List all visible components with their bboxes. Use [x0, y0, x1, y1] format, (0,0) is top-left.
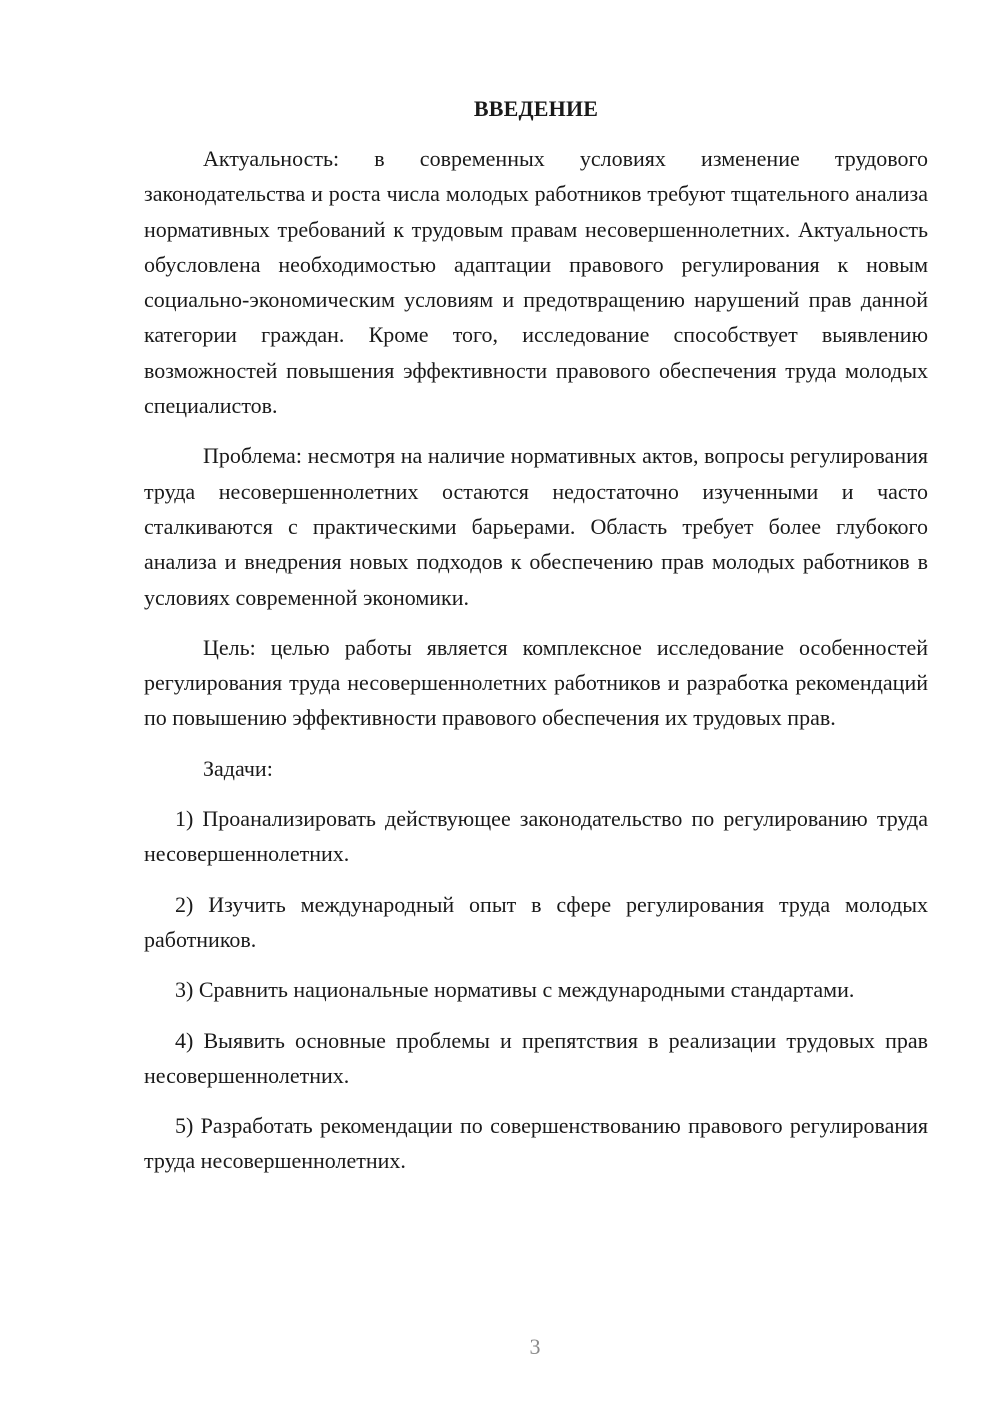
task-item-1: 1) Проанализировать действующее законодательство по регулированию труда несовершеннолетних.	[144, 806, 928, 867]
goal-paragraph: Цель: целью работы является комплексное исследование особенностей регулирования труда несовершеннолетних работников и разработка рекомендаций по повышению эффективности правового обеспечения их трудовых прав.	[144, 634, 928, 731]
page-number: 3	[529, 1334, 541, 1359]
task-item-4: 4) Выявить основные проблемы и препятствия в реализации трудовых прав несовершеннолетних.	[144, 1027, 928, 1088]
tasks-label: Задачи:	[203, 755, 273, 781]
task-item-3: 3) Сравнить национальные нормативы с международными стандартами.	[175, 977, 855, 1003]
relevance-paragraph: Актуальность: в современных условиях изменение трудового законодательства и роста числа молодых работников требуют тщательного анализа нормативных требований к трудовым правам несовершеннолетних. Актуальность обусловлена необходимостью адаптации правового регулирования к новым социально-экономическим условиям и предотвращению нарушений прав данной категории граждан. Кроме того, исследование способствует выявлению возможностей повышения эффективности правового обеспечения труда молодых специалистов.	[144, 146, 928, 419]
section-heading: ВВЕДЕНИЕ	[473, 96, 599, 121]
task-item-2: 2) Изучить международный опыт в сфере регулирования труда молодых работников.	[144, 891, 928, 952]
problem-paragraph: Проблема: несмотря на наличие нормативных актов, вопросы регулирования труда несовершеннолетних остаются недостаточно изученными и часто сталкиваются с практическими барьерами. Область требует более глубокого анализа и внедрения новых подходов к обеспечению прав молодых работников в условиях современной экономики.	[144, 443, 928, 610]
task-item-5: 5) Разработать рекомендации по совершенствованию правового регулирования труда несовершеннолетних.	[144, 1113, 928, 1174]
document-page	[144, 92, 928, 1194]
